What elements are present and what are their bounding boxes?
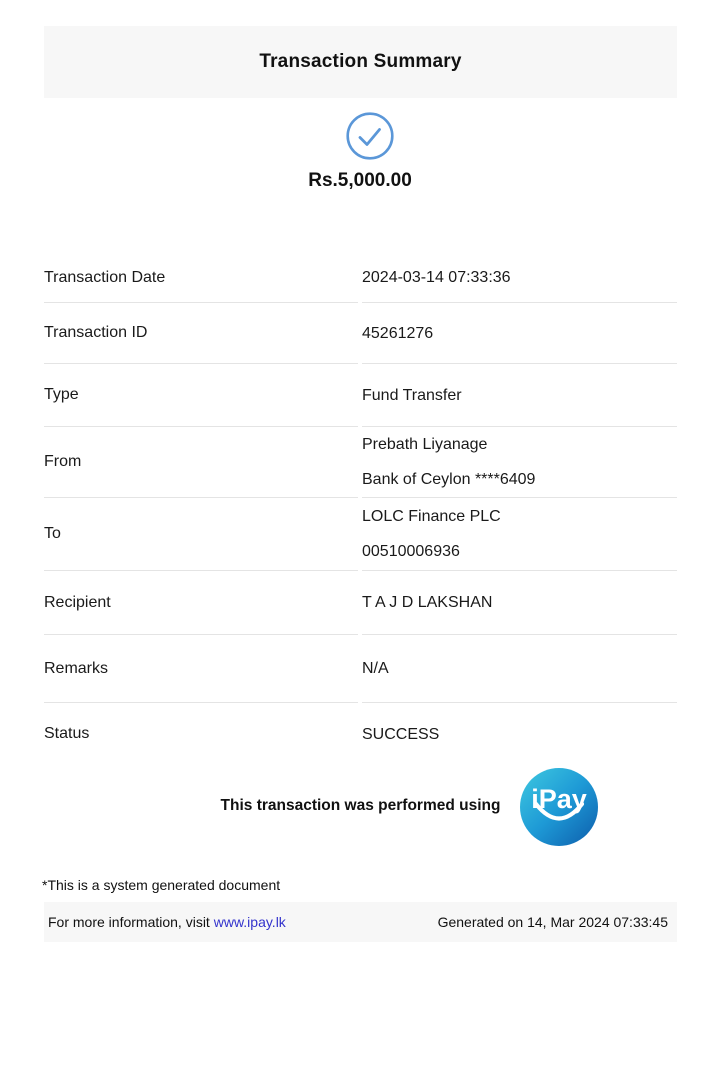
table-row-recipient xyxy=(44,571,677,635)
transaction-details-table xyxy=(44,253,677,765)
table-row-from xyxy=(44,427,677,498)
row-label: Remarks xyxy=(44,635,358,703)
system-generated-note: *This is a system generated document xyxy=(42,877,281,893)
row-value: 2024-03-14 07:33:36 xyxy=(362,269,511,286)
row-label: From xyxy=(44,427,358,498)
row-value: N/A xyxy=(362,660,389,677)
table-row-remarks xyxy=(44,635,677,703)
row-value: Bank of Ceylon ****6409 xyxy=(362,471,536,488)
performed-using-text: This transaction was performed using xyxy=(220,797,501,815)
row-value: Prebath Liyanage xyxy=(362,436,488,453)
footer-info-text xyxy=(48,914,286,930)
footer-info-prefix: For more information, visit xyxy=(48,914,214,930)
row-label: Transaction ID xyxy=(44,303,358,364)
transaction-amount: Rs.5,000.00 xyxy=(308,170,412,191)
table-row-transaction-date xyxy=(44,253,677,303)
generated-timestamp: Generated on 14, Mar 2024 07:33:45 xyxy=(437,914,668,930)
row-value: T A J D LAKSHAN xyxy=(362,594,493,611)
table-row-to xyxy=(44,498,677,571)
page-title: Transaction Summary xyxy=(259,51,462,72)
ipay-logo-text: iPay xyxy=(531,784,587,814)
check-circle-icon xyxy=(345,111,395,161)
header-band xyxy=(44,26,677,98)
row-label: Status xyxy=(44,725,90,742)
ipay-logo-icon xyxy=(520,768,598,846)
footer-band xyxy=(44,902,677,942)
row-label: Type xyxy=(44,364,358,427)
table-row-type xyxy=(44,364,677,427)
row-value: 45261276 xyxy=(362,324,434,342)
row-value: Fund Transfer xyxy=(362,386,462,404)
table-row-transaction-id xyxy=(44,303,677,364)
row-value: 00510006936 xyxy=(362,543,460,560)
status-value: SUCCESS xyxy=(362,725,440,743)
row-value: LOLC Finance PLC xyxy=(362,508,501,525)
table-row-status xyxy=(44,703,677,765)
ipay-website-link[interactable]: www.ipay.lk xyxy=(213,914,286,930)
performed-using-strip xyxy=(44,767,677,847)
success-check-icon xyxy=(10,111,720,161)
transaction-summary-document xyxy=(0,26,720,1067)
row-label: Transaction Date xyxy=(44,253,358,303)
row-label: To xyxy=(44,498,358,571)
row-label: Recipient xyxy=(44,571,358,635)
